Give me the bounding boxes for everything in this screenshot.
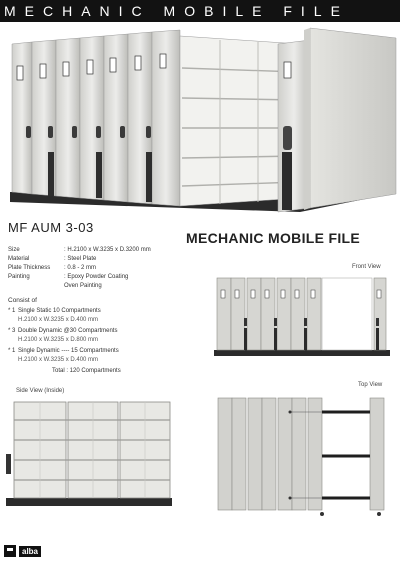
item-dimension: H.2100 x W.3235 x D.400 mm bbox=[18, 317, 99, 323]
spec-row bbox=[8, 246, 198, 255]
brand-mark-icon bbox=[4, 545, 16, 557]
spec-value: : 0.8 - 2 mm bbox=[64, 265, 97, 271]
item-bullet: * 3 bbox=[8, 328, 16, 334]
spec-key bbox=[8, 282, 64, 291]
spec-key: Plate Thickness bbox=[8, 265, 51, 271]
brand-name: alba bbox=[19, 546, 41, 557]
spec-value: : Steel Plate bbox=[64, 256, 97, 262]
model-number: MF AUM 3-03 bbox=[8, 220, 94, 235]
item-dimension: H.2100 x W.3235 x D.400 mm bbox=[18, 357, 99, 363]
spec-key: Material bbox=[8, 256, 30, 262]
title-banner: MECHANIC MOBILE FILE bbox=[0, 0, 400, 22]
item-bullet: * 1 bbox=[8, 348, 16, 354]
front-view-caption: Front View bbox=[352, 264, 381, 270]
item-dimension: H.2100 x W.3235 x D.800 mm bbox=[18, 337, 99, 343]
composition-item bbox=[8, 347, 198, 365]
composition-item bbox=[8, 307, 198, 325]
spec-value: : H.2100 x W.3235 x D.3200 mm bbox=[64, 247, 151, 253]
spec-key: Painting bbox=[8, 274, 30, 280]
top-view-caption: Top View bbox=[358, 382, 383, 388]
front-view-drawing bbox=[214, 274, 390, 358]
product-headline: MECHANIC MOBILE FILE bbox=[186, 230, 360, 246]
spec-value: Oven Painting bbox=[64, 283, 102, 289]
spec-row bbox=[8, 282, 198, 291]
top-view-drawing bbox=[214, 394, 390, 518]
side-view-caption: Side View (Inside) bbox=[16, 388, 65, 394]
spec-row bbox=[8, 273, 198, 282]
spec-value: : Epoxy Powder Coating bbox=[64, 274, 129, 280]
spec-list bbox=[8, 246, 198, 376]
composition-item bbox=[8, 327, 198, 345]
brand-logo bbox=[4, 544, 41, 558]
spec-row bbox=[8, 264, 198, 273]
composition-title: Consist of bbox=[8, 297, 37, 304]
spec-row bbox=[8, 255, 198, 264]
spec-key: Size bbox=[8, 247, 20, 253]
hero-cabinet-illustration bbox=[0, 22, 400, 222]
item-text: Double Dynamic @30 Compartments bbox=[18, 328, 118, 334]
side-view-drawing bbox=[6, 398, 172, 508]
composition-total: Total : 120 Compartments bbox=[52, 368, 121, 374]
composition-section bbox=[8, 296, 198, 376]
item-bullet: * 1 bbox=[8, 308, 16, 314]
item-text: Single Dynamic ---- 15 Compartments bbox=[18, 348, 119, 354]
item-text: Single Static 10 Compartments bbox=[18, 308, 101, 314]
